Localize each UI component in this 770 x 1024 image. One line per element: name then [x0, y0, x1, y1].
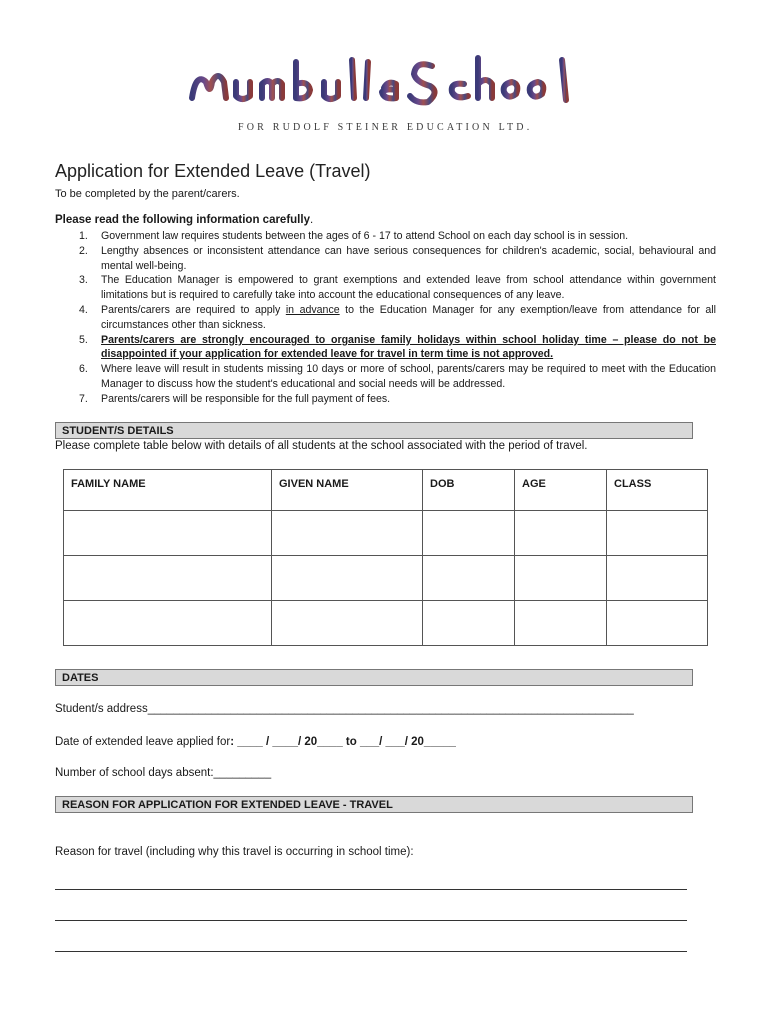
address-line: [55, 703, 634, 715]
rule-item: [55, 362, 716, 392]
days-absent-line: [55, 767, 271, 779]
students-section-heading: STUDENT/S DETAILS: [55, 422, 693, 439]
dates-section-heading: DATES: [55, 669, 693, 686]
col-given-name: GIVEN NAME: [272, 470, 423, 511]
col-dob: DOB: [423, 470, 515, 511]
rule-item: [55, 392, 716, 407]
family-name-cell[interactable]: [64, 556, 272, 601]
rule-text: Government law requires students between the ages of 6 - 17 to attend School on each day school is in session.: [101, 230, 629, 242]
rule-text-underlined: in advance: [285, 303, 340, 316]
rule-text: Lengthy absences or inconsistent attendance can have serious consequences for children's academic, social, behavioural and mental well-being.: [101, 244, 716, 272]
please-read-period: .: [309, 214, 314, 226]
dob-cell[interactable]: [423, 556, 515, 601]
family-name-cell[interactable]: [64, 601, 272, 646]
rule-number: 1.: [79, 230, 88, 242]
rule-item: [55, 303, 716, 333]
please-read-heading: [55, 214, 313, 226]
days-absent-field[interactable]: _________: [213, 767, 272, 779]
table-row: [64, 601, 708, 646]
rule-text: The Education Manager is empowered to grant exemptions and extended leave from school attendance within government limitations but is required to carefully take into account the educational consequences of any leave.: [101, 274, 716, 302]
class-cell[interactable]: [607, 556, 708, 601]
address-label: Student/s address: [55, 703, 148, 715]
age-cell[interactable]: [515, 601, 607, 646]
table-header-row: [64, 470, 708, 511]
rule-text-emphasis: Parents/carers are strongly encouraged to organise family holidays within school holiday time – please do not be disappointed if your application for extended leave for travel in term time is not approved.: [101, 333, 716, 361]
rules-list: [55, 229, 716, 407]
days-absent-label: Number of school days absent:: [55, 767, 214, 779]
given-name-cell[interactable]: [272, 601, 423, 646]
form-title: Application for Extended Leave (Travel): [55, 161, 371, 181]
reason-line-1[interactable]: [55, 889, 687, 890]
address-field[interactable]: ____________________________________________________________________________: [147, 703, 634, 715]
rule-item: [55, 244, 716, 274]
students-table: [63, 469, 708, 646]
please-read-text: Please read the following information carefully: [55, 214, 310, 226]
rule-item: [55, 333, 716, 363]
reason-section-heading: REASON FOR APPLICATION FOR EXTENDED LEAVE - TRAVEL: [55, 796, 693, 813]
table-row: [64, 556, 708, 601]
col-age: AGE: [515, 470, 607, 511]
family-name-cell[interactable]: [64, 511, 272, 556]
dob-cell[interactable]: [423, 601, 515, 646]
rule-number: 3.: [79, 274, 88, 287]
rule-number: 7.: [79, 392, 88, 405]
rule-number: 4.: [79, 303, 88, 316]
given-name-cell[interactable]: [272, 511, 423, 556]
school-logo: [178, 52, 592, 144]
table-row: [64, 511, 708, 556]
leave-dates-field[interactable]: : ____ / ____/ 20____ to ___/ ___/ 20_____: [230, 736, 456, 748]
rule-number: 5.: [79, 333, 88, 346]
school-logo-graphic: [178, 52, 592, 122]
rule-number: 6.: [79, 363, 88, 376]
class-cell[interactable]: [607, 511, 708, 556]
reason-line-3[interactable]: [55, 951, 687, 952]
rule-item: [55, 273, 716, 303]
given-name-cell[interactable]: [272, 556, 423, 601]
rule-number: 2.: [79, 244, 88, 257]
rule-text: Parents/carers will be responsible for the full payment of fees.: [101, 392, 391, 405]
dob-cell[interactable]: [423, 511, 515, 556]
reason-prompt: Reason for travel (including why this travel is occurring in school time):: [55, 846, 414, 858]
form-subtitle: To be completed by the parent/carers.: [55, 188, 240, 200]
students-note: Please complete table below with details of all students at the school associated with the period of travel.: [55, 440, 588, 452]
age-cell[interactable]: [515, 511, 607, 556]
school-logo-subtitle: FOR RUDOLF STEINER EDUCATION LTD.: [238, 122, 533, 133]
age-cell[interactable]: [515, 556, 607, 601]
rule-text: Where leave will result in students missing 10 days or more of school, parents/carers may be required to meet with the Education Manager to discuss how the student's educational and social needs will be addressed.: [101, 363, 716, 390]
reason-line-2[interactable]: [55, 920, 687, 921]
class-cell[interactable]: [607, 601, 708, 646]
leave-dates-line: [55, 736, 456, 748]
rule-text: Parents/carers are required to apply: [101, 303, 286, 316]
leave-dates-label: Date of extended leave applied for: [55, 736, 231, 748]
rule-item: [55, 229, 716, 244]
col-family-name: FAMILY NAME: [64, 470, 272, 511]
rule-text: to the Education Manager for any exemption/leave from attendance for all circumstances other than sickness.: [101, 303, 716, 331]
col-class: CLASS: [607, 470, 708, 511]
